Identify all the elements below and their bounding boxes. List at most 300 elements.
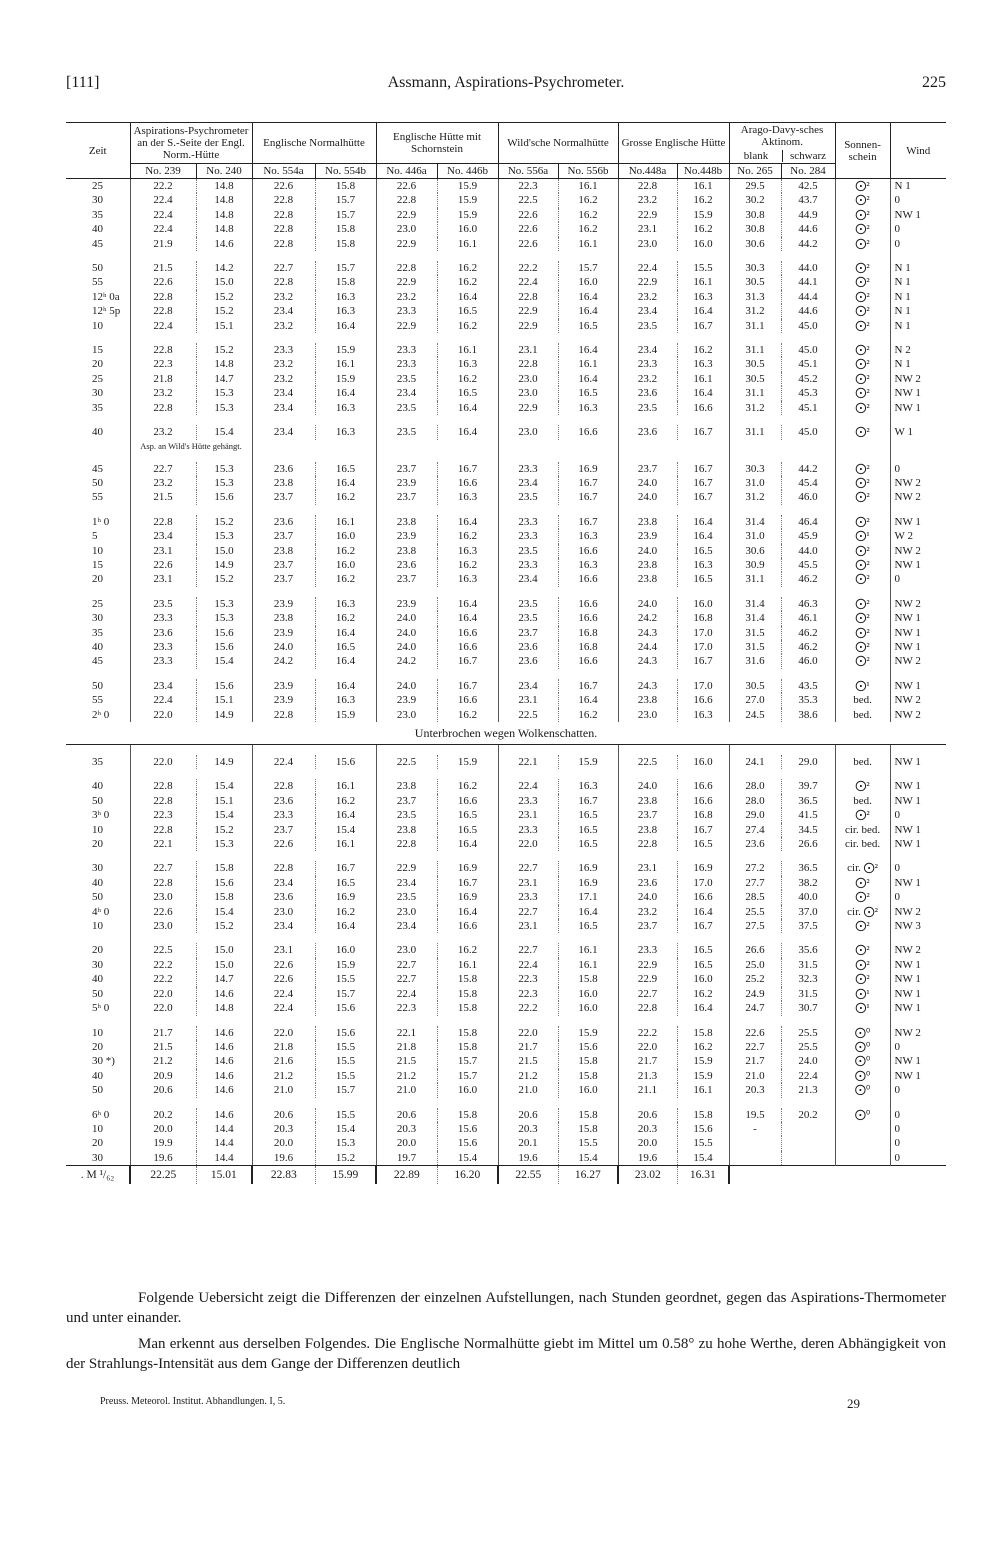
cell-value: 16.0 xyxy=(437,222,498,236)
cell-value: 22.3 xyxy=(130,808,196,822)
cell-value: 19.6 xyxy=(252,1151,315,1166)
cell-value: 23.9 xyxy=(376,476,437,490)
cell-value: 15.9 xyxy=(558,755,618,769)
spacer-cell xyxy=(66,1098,130,1108)
cell-value: 23.4 xyxy=(618,304,677,318)
cell-value: 16.3 xyxy=(677,558,729,572)
cell-sonnenschein: ⨀² xyxy=(835,808,890,822)
cell-zeit: 40 xyxy=(92,1069,103,1082)
cell-value: 45.1 xyxy=(781,401,835,415)
cell-value: 16.1 xyxy=(315,837,376,851)
cell-value: 16.9 xyxy=(558,876,618,890)
cell-value: 23.6 xyxy=(130,626,196,640)
cell-value: 23.6 xyxy=(618,876,677,890)
cell-value: 27.4 xyxy=(729,823,781,837)
cell-value: 23.3 xyxy=(618,357,677,371)
cell-value: 15.7 xyxy=(437,1069,498,1083)
cell-value: 16.6 xyxy=(437,626,498,640)
cell-value: 16.5 xyxy=(437,304,498,318)
cell-zeit: 20 xyxy=(92,358,103,371)
mean-value: 22.25 xyxy=(130,1166,196,1185)
cell-value: 24.0 xyxy=(618,779,677,793)
cell-zeit: 40 xyxy=(92,426,103,439)
cell-value: 22.5 xyxy=(618,755,677,769)
spacer-cell xyxy=(196,251,252,261)
cell-value: 21.7 xyxy=(618,1054,677,1068)
spacer-cell xyxy=(376,415,437,425)
cell-value: 22.9 xyxy=(498,319,558,333)
cell-value: 24.9 xyxy=(729,987,781,1001)
cell-value: 29.5 xyxy=(729,179,781,194)
cell-value: 22.8 xyxy=(130,779,196,793)
cell-value: 16.6 xyxy=(558,425,618,439)
spacer-cell xyxy=(498,669,558,679)
cell-value: 31.5 xyxy=(729,640,781,654)
mean-value: 16.27 xyxy=(558,1166,618,1185)
table-body xyxy=(66,179,946,1185)
spacer-cell xyxy=(437,745,498,756)
cell-value: 16.5 xyxy=(437,386,498,400)
cell-value: 15.8 xyxy=(437,987,498,1001)
cell-value: 16.5 xyxy=(558,837,618,851)
cell-value: 19.9 xyxy=(130,1136,196,1150)
cell-sonnenschein: ⨀² xyxy=(835,208,890,222)
cell-value: 16.2 xyxy=(315,544,376,558)
cell-value: 22.4 xyxy=(498,958,558,972)
spacer-cell xyxy=(376,587,437,597)
cell-value: 16.0 xyxy=(558,987,618,1001)
cell-value: 22.1 xyxy=(498,755,558,769)
cell-value: 22.7 xyxy=(130,861,196,875)
cell-wind: NW 1 xyxy=(890,972,946,986)
cell-value: 23.4 xyxy=(498,572,558,586)
cell-value: 23.9 xyxy=(252,626,315,640)
cell-value: 16.2 xyxy=(558,193,618,207)
cell-zeit: 50 xyxy=(92,476,103,489)
cell-wind: NW 2 xyxy=(890,905,946,919)
cell-value: 22.8 xyxy=(252,861,315,875)
cell-value: 37.0 xyxy=(781,905,835,919)
cell-value: 30.9 xyxy=(729,558,781,572)
spacer-cell xyxy=(618,333,677,343)
spacer-cell xyxy=(677,333,729,343)
cell-value: 14.9 xyxy=(196,755,252,769)
cell-value: 23.5 xyxy=(498,611,558,625)
cell-value: 23.7 xyxy=(252,529,315,543)
cell-sonnenschein: ⨀² xyxy=(835,544,890,558)
table-row xyxy=(66,275,946,289)
cell-value: 16.4 xyxy=(315,808,376,822)
cell-value: 25.5 xyxy=(781,1026,835,1040)
cell-wind: 0 xyxy=(890,1040,946,1054)
cell-value: 16.7 xyxy=(437,876,498,890)
spacer-cell xyxy=(196,669,252,679)
table-row xyxy=(66,386,946,400)
cell-wind: 0 xyxy=(890,222,946,236)
cell-value: 23.9 xyxy=(376,693,437,707)
spacer-cell xyxy=(835,415,890,425)
spacer-cell xyxy=(437,1016,498,1026)
cell-value: 16.1 xyxy=(558,958,618,972)
cell-value: 23.5 xyxy=(618,319,677,333)
note-row xyxy=(66,440,946,452)
cell-value: 23.5 xyxy=(498,544,558,558)
cell-value: 16.1 xyxy=(315,515,376,529)
cell-value: 16.4 xyxy=(315,919,376,933)
cell-value: 22.6 xyxy=(498,208,558,222)
col-arago xyxy=(729,123,835,164)
cell-value: 16.1 xyxy=(437,343,498,357)
cell-wind: NW 1 xyxy=(890,987,946,1001)
cell-zeit: 25 xyxy=(92,180,103,192)
cell-value: 20.6 xyxy=(376,1108,437,1122)
cell-value: 24.7 xyxy=(729,1001,781,1015)
spacer-cell xyxy=(376,745,437,756)
cell-value: 22.6 xyxy=(729,1026,781,1040)
cell-sonnenschein: ⨀² xyxy=(835,357,890,371)
col-zeit: Zeit xyxy=(66,123,130,179)
spacer-cell xyxy=(66,587,130,597)
cell-value: 16.4 xyxy=(437,611,498,625)
cell-value: 15.8 xyxy=(558,1069,618,1083)
cell-value: 16.4 xyxy=(437,290,498,304)
cell-value: 23.0 xyxy=(130,890,196,904)
cell-value: 21.0 xyxy=(729,1069,781,1083)
cell-value: 44.9 xyxy=(781,208,835,222)
cell-value: 16.5 xyxy=(677,572,729,586)
cell-value: 23.7 xyxy=(252,572,315,586)
table-row xyxy=(66,304,946,318)
cell-value: 31.2 xyxy=(729,490,781,504)
cell-value: 16.5 xyxy=(558,319,618,333)
cell-value: 44.6 xyxy=(781,222,835,236)
spacer-cell xyxy=(252,251,315,261)
cell-value: 15.1 xyxy=(196,794,252,808)
cell-value: 14.6 xyxy=(196,1054,252,1068)
mean-value: 15.01 xyxy=(196,1166,252,1185)
spacer-cell xyxy=(498,452,558,462)
cell-value: 16.4 xyxy=(437,515,498,529)
cell-value: 22.9 xyxy=(376,319,437,333)
cell-value: 16.4 xyxy=(437,597,498,611)
cell-value: 22.4 xyxy=(252,1001,315,1015)
spacer-cell xyxy=(437,769,498,779)
cell-value: 46.0 xyxy=(781,490,835,504)
cell-zeit: 10 xyxy=(92,1026,103,1039)
cell-value: 29.0 xyxy=(729,808,781,822)
cell-sonnenschein: ⨀² xyxy=(835,343,890,357)
cell-value: 22.8 xyxy=(252,237,315,251)
cell-value: 16.2 xyxy=(558,708,618,722)
spacer-cell xyxy=(677,505,729,515)
spacer-cell xyxy=(196,851,252,861)
cell-value: 22.9 xyxy=(618,972,677,986)
cell-value: 23.0 xyxy=(376,222,437,236)
cell-value: 21.2 xyxy=(498,1069,558,1083)
cell-value: 20.3 xyxy=(498,1122,558,1136)
cell-zeit: 35 xyxy=(92,626,103,639)
spacer-cell xyxy=(890,933,946,943)
cell-value: 15.6 xyxy=(196,640,252,654)
note-spacer xyxy=(835,440,890,452)
cell-value: 22.9 xyxy=(376,275,437,289)
spacer-cell xyxy=(781,745,835,756)
cell-value: 31.2 xyxy=(729,401,781,415)
cell-value: 16.3 xyxy=(315,290,376,304)
cell-value: 23.2 xyxy=(618,905,677,919)
cell-value: 15.6 xyxy=(196,679,252,693)
spacer-cell xyxy=(729,333,781,343)
cell-value: 28.0 xyxy=(729,794,781,808)
cell-value: 15.5 xyxy=(677,1136,729,1150)
cell-value: 15.4 xyxy=(196,425,252,439)
cell-value: 16.1 xyxy=(677,275,729,289)
cell-value: 16.0 xyxy=(677,237,729,251)
cell-value: 44.2 xyxy=(781,462,835,476)
cell-zeit: 30 xyxy=(92,194,103,207)
spacer-cell xyxy=(130,452,196,462)
cell-value: 24.0 xyxy=(618,597,677,611)
cell-value: 17.0 xyxy=(677,626,729,640)
cell-value: 24.2 xyxy=(252,654,315,668)
spacer-cell xyxy=(196,745,252,756)
cell-value: 16.4 xyxy=(558,372,618,386)
cell-value: 32.3 xyxy=(781,972,835,986)
cell-value: 23.6 xyxy=(252,515,315,529)
cell-wind: NW 1 xyxy=(890,611,946,625)
page-number: 225 xyxy=(922,74,946,91)
spacer-cell xyxy=(890,452,946,462)
cell-value: 15.3 xyxy=(196,597,252,611)
cell-value: 22.7 xyxy=(729,1040,781,1054)
table-row xyxy=(66,611,946,625)
cell-value: 22.2 xyxy=(130,958,196,972)
cell-zeit: 20 xyxy=(92,573,103,586)
cell-value: 14.8 xyxy=(196,357,252,371)
spacer-cell xyxy=(66,415,130,425)
cell-value: 23.0 xyxy=(376,708,437,722)
cell-value: 15.4 xyxy=(196,779,252,793)
cell-zeit: 55 xyxy=(92,276,103,289)
cell-value: 24.3 xyxy=(618,679,677,693)
cell-value: 15.2 xyxy=(196,515,252,529)
spacer-cell xyxy=(196,452,252,462)
cell-value: 24.0 xyxy=(618,490,677,504)
table-row xyxy=(66,987,946,1001)
spacer-cell xyxy=(890,415,946,425)
spacer-cell xyxy=(130,1098,196,1108)
cell-value: 15.4 xyxy=(437,1151,498,1166)
spacer-cell xyxy=(890,251,946,261)
cell-sonnenschein: ⨀² xyxy=(835,779,890,793)
cell-value: 23.3 xyxy=(252,343,315,357)
cell-value: 16.2 xyxy=(558,208,618,222)
cell-value: 16.7 xyxy=(558,794,618,808)
cell-value: 16.2 xyxy=(315,572,376,586)
cell-value: 31.1 xyxy=(729,425,781,439)
cell-value: 19.6 xyxy=(498,1151,558,1166)
cell-value: 24.5 xyxy=(729,708,781,722)
spacer-cell xyxy=(558,452,618,462)
cell-sonnenschein: ⨀² xyxy=(835,919,890,933)
cell-value: 23.0 xyxy=(130,919,196,933)
cell-value: 31.1 xyxy=(729,319,781,333)
cell-sonnenschein: ⨀⁰ xyxy=(835,1026,890,1040)
spacer-cell xyxy=(130,745,196,756)
cell-value: 15.2 xyxy=(315,1151,376,1166)
cell-value: 22.7 xyxy=(498,943,558,957)
spacer-cell xyxy=(677,669,729,679)
cell-value: 34.5 xyxy=(781,823,835,837)
cell-value: 22.7 xyxy=(618,987,677,1001)
cell-value: 16.4 xyxy=(677,529,729,543)
cell-value: 16.2 xyxy=(437,261,498,275)
spacer-cell xyxy=(835,933,890,943)
cell-value: 21.3 xyxy=(618,1069,677,1083)
note-spacer xyxy=(66,440,130,452)
cell-value: 15.3 xyxy=(196,611,252,625)
table-row xyxy=(66,179,946,194)
cell-value: 22.0 xyxy=(498,1026,558,1040)
cell-value: 23.2 xyxy=(130,425,196,439)
spacer-cell xyxy=(890,505,946,515)
cell-value: 16.4 xyxy=(437,837,498,851)
subheader-cell: No. 284 xyxy=(781,164,835,179)
spacer-cell xyxy=(498,851,558,861)
cell-value: 16.9 xyxy=(558,861,618,875)
cell-value: 23.1 xyxy=(618,222,677,236)
spacer-cell xyxy=(558,415,618,425)
spacer-cell xyxy=(315,1098,376,1108)
cell-zeit: 10 xyxy=(92,1122,103,1135)
cell-value: 23.7 xyxy=(618,919,677,933)
cell-value: 15.3 xyxy=(196,462,252,476)
cell-value: 14.6 xyxy=(196,1083,252,1097)
mean-value: 16.20 xyxy=(437,1166,498,1185)
cell-value: 23.9 xyxy=(252,693,315,707)
spacer-cell xyxy=(252,452,315,462)
cell-value: 22.3 xyxy=(498,179,558,194)
cell-value: 45.0 xyxy=(781,319,835,333)
cell-wind: NW 1 xyxy=(890,958,946,972)
spacer-cell xyxy=(781,505,835,515)
cell-wind: 0 xyxy=(890,890,946,904)
spacer-cell xyxy=(729,415,781,425)
spacer-cell xyxy=(618,933,677,943)
cell-value: 16.5 xyxy=(677,837,729,851)
cell-value: 23.1 xyxy=(130,544,196,558)
spacer-cell xyxy=(66,851,130,861)
cell-value: 16.4 xyxy=(315,654,376,668)
table-row xyxy=(66,1151,946,1166)
cell-value: 22.6 xyxy=(252,837,315,851)
cell-value: 22.9 xyxy=(498,401,558,415)
spacer-cell xyxy=(781,452,835,462)
cell-value: 16.5 xyxy=(677,958,729,972)
cell-wind: 0 xyxy=(890,462,946,476)
cell-value: 15.8 xyxy=(437,1040,498,1054)
spacer-cell xyxy=(66,745,130,756)
cell-value: 15.9 xyxy=(677,208,729,222)
cell-value: 15.8 xyxy=(437,972,498,986)
cell-zeit: 35 xyxy=(92,401,103,414)
cell-value: 16.4 xyxy=(677,1001,729,1015)
spacer-cell xyxy=(890,851,946,861)
cell-zeit: 2ʰ 0 xyxy=(92,708,110,721)
spacer-cell xyxy=(835,669,890,679)
cell-value: 16.4 xyxy=(315,476,376,490)
spacer-cell xyxy=(252,769,315,779)
cell-value: 22.2 xyxy=(498,1001,558,1015)
cell-value: 16.4 xyxy=(315,626,376,640)
cell-wind: W 1 xyxy=(890,425,946,439)
cell-value: 22.2 xyxy=(498,261,558,275)
cell-value: 23.9 xyxy=(376,597,437,611)
cell-value: 22.1 xyxy=(376,1026,437,1040)
footer xyxy=(100,1396,860,1411)
cell-zeit: 20 xyxy=(92,1040,103,1053)
cell-sonnenschein: bed. xyxy=(835,755,890,769)
cell-value: 16.3 xyxy=(558,401,618,415)
cell-value: 15.4 xyxy=(196,654,252,668)
spacer-cell xyxy=(315,933,376,943)
spacer-cell xyxy=(558,1098,618,1108)
cell-value: 15.2 xyxy=(196,290,252,304)
cell-value: 23.5 xyxy=(130,597,196,611)
cell-value: 16.6 xyxy=(437,476,498,490)
cell-value: 16.3 xyxy=(558,558,618,572)
spacer-cell xyxy=(196,769,252,779)
spacer-cell xyxy=(252,505,315,515)
cell-value: 15.4 xyxy=(677,1151,729,1166)
cell-value: 16.8 xyxy=(677,808,729,822)
cell-value: 16.1 xyxy=(558,357,618,371)
running-header xyxy=(66,74,946,98)
table-row xyxy=(66,490,946,504)
spacer-cell xyxy=(558,851,618,861)
table-row xyxy=(66,823,946,837)
cell-value: 31.2 xyxy=(729,304,781,318)
cell-value: 23.7 xyxy=(498,626,558,640)
spacer-cell xyxy=(558,933,618,943)
cell-value: 15.9 xyxy=(437,193,498,207)
cell-value: 14.4 xyxy=(196,1122,252,1136)
cell-value: 23.3 xyxy=(498,515,558,529)
cell-value: 16.0 xyxy=(315,529,376,543)
spacer-cell xyxy=(729,452,781,462)
cell-value: 23.1 xyxy=(618,861,677,875)
spacer-cell xyxy=(890,1098,946,1108)
cell-value: 14.8 xyxy=(196,222,252,236)
spacer-cell xyxy=(196,587,252,597)
cell-value: 16.3 xyxy=(315,425,376,439)
cell-value: 30.5 xyxy=(729,679,781,693)
cell-value: 16.0 xyxy=(558,1083,618,1097)
spacer-cell xyxy=(498,505,558,515)
cell-value: 23.4 xyxy=(376,919,437,933)
cell-zeit: 50 xyxy=(92,262,103,275)
cell-value: 44.0 xyxy=(781,544,835,558)
cell-sonnenschein: ⨀¹ xyxy=(835,987,890,1001)
cell-value: 23.3 xyxy=(130,654,196,668)
cell-value: 23.8 xyxy=(376,779,437,793)
table-row xyxy=(66,1108,946,1122)
cell-value: 15.5 xyxy=(315,1108,376,1122)
cell-zeit: 30 xyxy=(92,612,103,625)
cell-value: 16.2 xyxy=(437,319,498,333)
spacer-cell xyxy=(781,415,835,425)
cell-value: 23.8 xyxy=(618,823,677,837)
